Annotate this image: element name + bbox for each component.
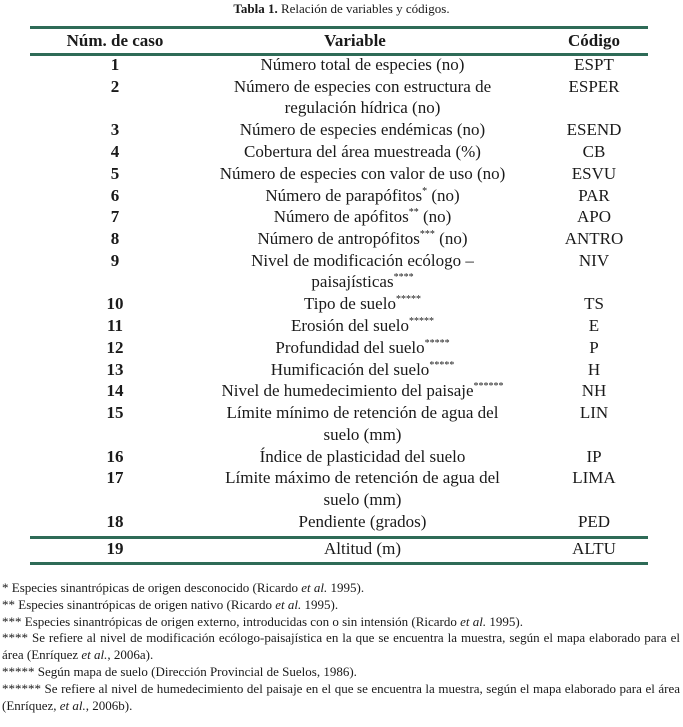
variable-name: [200, 359, 525, 381]
variable-code: LIN: [579, 403, 609, 422]
variable-name: [200, 163, 525, 185]
footnote: * Especies sinantrópicas de origen desconocido (Ricardo et al. 1995).: [2, 580, 365, 595]
header-code: Código: [568, 31, 620, 50]
variable-line: Índice de plasticidad del suelo: [259, 446, 466, 466]
variable-line: Número total de especies (no): [260, 55, 465, 74]
variable-code: E: [588, 316, 600, 335]
variable-line: Límite máximo de retención de agua del: [225, 468, 500, 488]
variable-name: [200, 511, 525, 533]
variable-line: Límite mínimo de retención de agua del: [226, 403, 499, 422]
footnote: ** Especies sinantrópicas de origen nativo (Ricardo et al. 1995).: [2, 596, 339, 612]
footnote-marker: *****: [424, 337, 450, 349]
variable-code: P: [589, 337, 599, 357]
case-number: 11: [106, 316, 124, 335]
variable-line: Número de parapófitos* (no): [265, 185, 460, 205]
case-number: 17: [106, 468, 124, 488]
variable-name: [200, 538, 525, 560]
case-number: 8: [110, 229, 120, 248]
case-number: 19: [106, 539, 124, 558]
variable-name: [200, 119, 525, 141]
footnotes: [2, 580, 680, 714]
variable-name: [200, 380, 525, 402]
case-number: 13: [106, 359, 124, 379]
variable-line: Número de especies con estructura de: [233, 76, 492, 96]
variable-line: Pendiente (grados): [298, 511, 427, 531]
variable-line: suelo (mm): [323, 489, 402, 509]
case-number: 3: [110, 120, 120, 140]
footnote-marker: *: [422, 185, 428, 197]
variable-code: ANTRO: [564, 229, 624, 248]
case-number: 1: [110, 55, 120, 74]
variable-name: [200, 250, 525, 293]
variable-name: [200, 315, 525, 337]
variable-code: NIV: [578, 250, 610, 270]
variable-name: [200, 141, 525, 163]
variable-name: [200, 402, 525, 445]
variable-line: Número de especies con valor de uso (no): [219, 163, 506, 183]
variable-line: Humificación del suelo*****: [270, 359, 455, 379]
case-number: 5: [110, 163, 120, 183]
case-number: 12: [106, 337, 124, 357]
case-number: 9: [110, 250, 120, 270]
variable-line: suelo (mm): [323, 424, 402, 444]
footnote-marker: ***: [419, 229, 435, 240]
header-case: Núm. de caso: [66, 31, 164, 50]
bottom-rule: [30, 562, 648, 565]
variable-code: ESPT: [574, 55, 614, 74]
variable-code: ESPER: [568, 76, 620, 96]
variable-line: Número de antropófitos*** (no): [257, 229, 468, 248]
variable-code: IP: [586, 446, 602, 466]
variable-name: [200, 467, 525, 510]
footnote-marker: *****: [409, 316, 435, 327]
case-number: 16: [106, 446, 124, 466]
footnote: ****** Se refiere al nivel de humedecimiento del paisaje en el que se encuentra la muestra, según el mapa elaborado para el área (Enríquez, et al., 2006b).: [2, 680, 680, 713]
variable-name: [200, 446, 525, 468]
variable-name: [200, 185, 525, 207]
footnote-marker: ****: [393, 272, 414, 284]
variable-name: [200, 54, 525, 76]
variable-line: Tipo de suelo*****: [304, 294, 421, 314]
separator-rule: [30, 536, 648, 539]
citation-italic: et al.: [81, 647, 108, 663]
table-caption: [0, 1, 683, 17]
variable-code: CB: [582, 142, 606, 161]
caption-text: Relación de variables y códigos.: [277, 1, 450, 16]
header-variable: Variable: [324, 31, 386, 50]
variable-line: Altitud (m): [324, 539, 401, 558]
variable-name: [200, 337, 525, 359]
case-number: 14: [106, 381, 124, 401]
footnote-marker: *****: [429, 359, 455, 371]
variable-name: [200, 293, 525, 315]
variable-code: NH: [581, 381, 607, 401]
variable-line: Número de apófitos** (no): [273, 207, 452, 227]
variable-line: Profundidad del suelo*****: [275, 337, 450, 357]
variable-line: Cobertura del área muestreada (%): [244, 142, 481, 161]
case-number: 2: [110, 76, 120, 96]
variable-name: [200, 228, 525, 250]
footnote-marker: *****: [395, 294, 421, 306]
variable-name: [200, 76, 525, 119]
variable-code: ESVU: [571, 163, 617, 183]
case-number: 15: [106, 403, 124, 422]
citation-italic: et al.: [301, 580, 328, 595]
variable-line: regulación hídrica (no): [284, 98, 441, 118]
citation-italic: et al.: [59, 697, 86, 713]
variable-line: Nivel de humedecimiento del paisaje******: [221, 381, 504, 401]
variable-code: H: [587, 359, 601, 379]
footnote: **** Se refiere al nivel de modificación ecólogo-paisajística en la que se encuentra la muestra, según el mapa elaborado para el área (Enríquez et al., 2006a).: [2, 630, 680, 663]
variable-code: PAR: [578, 185, 610, 205]
variable-code: LIMA: [572, 468, 616, 488]
case-number: 18: [106, 511, 124, 531]
footnote-marker: **: [408, 207, 419, 219]
variable-line: Nivel de modificación ecólogo –: [251, 250, 474, 270]
variable-code: PED: [577, 511, 611, 531]
variable-code: APO: [576, 207, 611, 227]
variable-code: TS: [584, 294, 604, 314]
case-number: 7: [110, 207, 120, 227]
caption-label: Tabla 1.: [233, 1, 278, 16]
variable-line: paisajísticas****: [311, 272, 414, 292]
case-number: 10: [106, 294, 124, 314]
variable-line: Erosión del suelo*****: [290, 316, 435, 335]
variable-line: Número de especies endémicas (no): [239, 120, 486, 140]
footnote: *** Especies sinantrópicas de origen externo, introducidas con o sin intensión (Ricardo et al. 1995).: [2, 613, 523, 629]
footnote: ***** Según mapa de suelo (Dirección Provincial de Suelos, 1986).: [2, 663, 357, 679]
case-number: 4: [110, 142, 120, 161]
footnote-marker: ******: [473, 381, 504, 393]
variable-code: ESEND: [566, 120, 622, 140]
case-number: 6: [110, 185, 120, 205]
citation-italic: et al.: [275, 596, 302, 612]
variable-code: ALTU: [572, 539, 616, 558]
variable-name: [200, 206, 525, 228]
citation-italic: et al.: [460, 613, 487, 629]
